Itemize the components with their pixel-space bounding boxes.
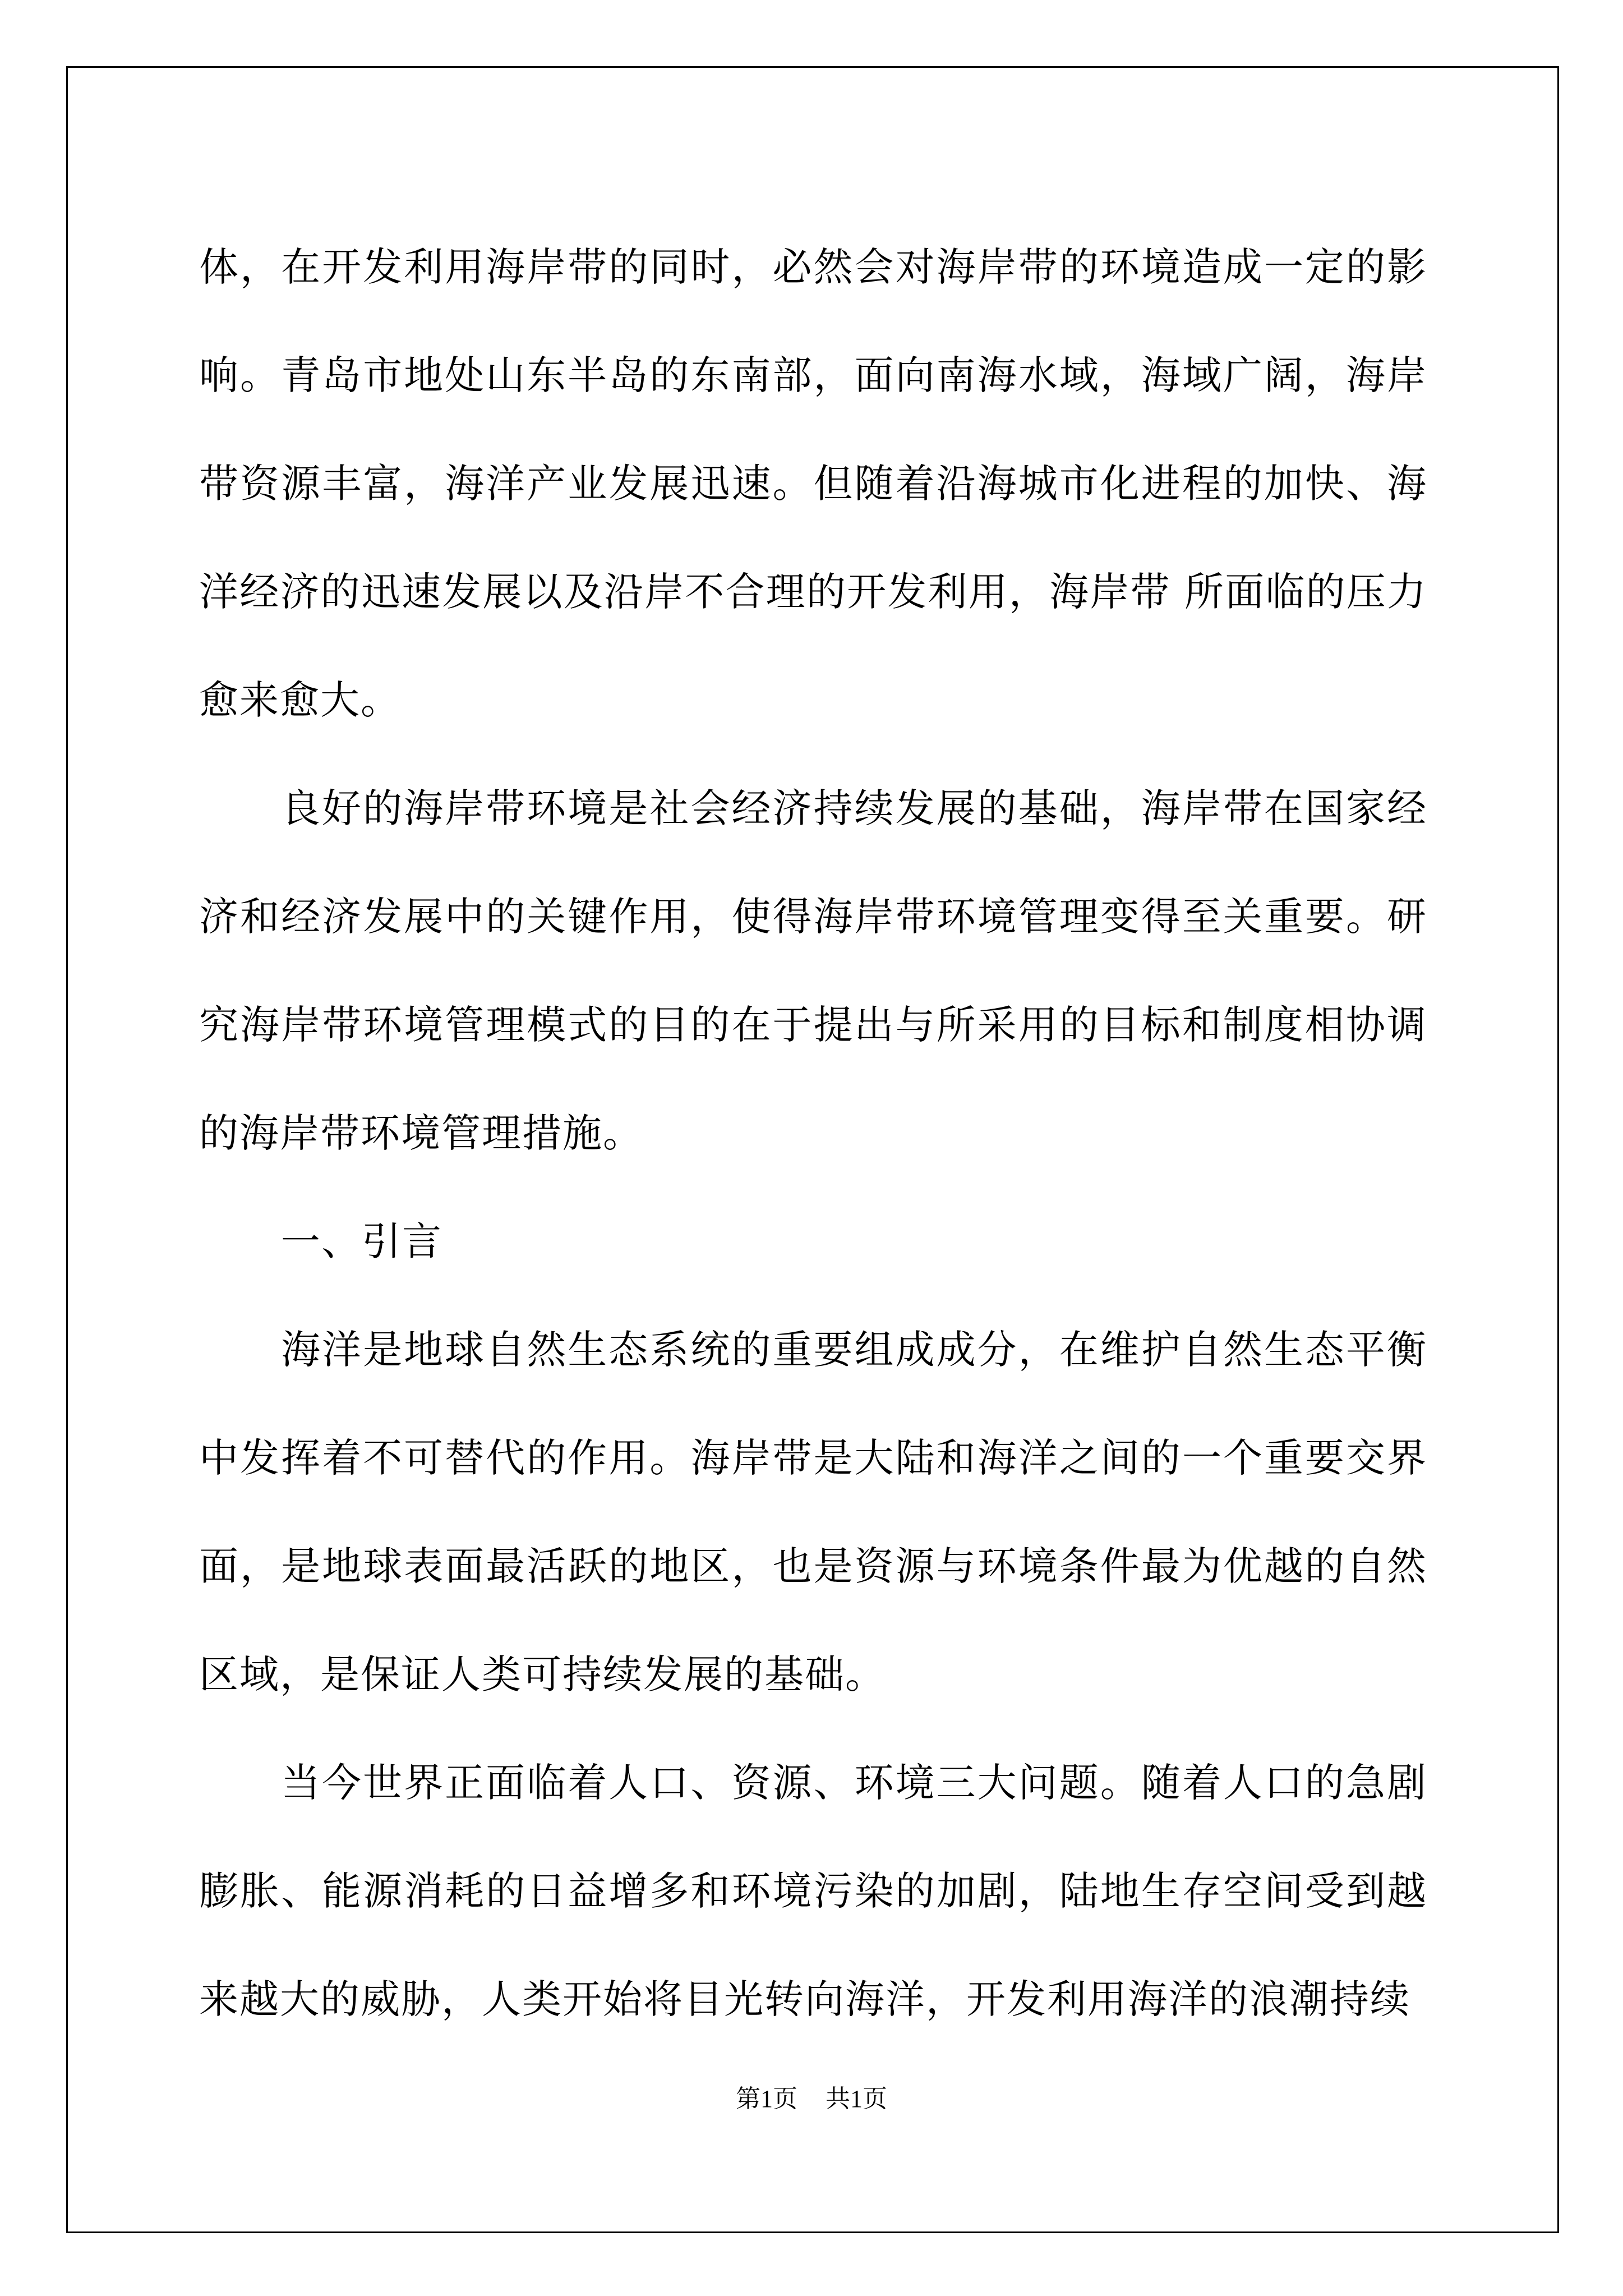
paragraph-ocean-ecosystem: 海洋是地球自然生态系统的重要组成成分，在维护自然生态平衡中发挥着不可替代的作用。海岸带是大陆和海洋之间的一个重要交界面，是地球表面最活跃的地区，也是资源与环境条件最为优越的自然区域，是保证人类可持续发展的基础。 [199,1327,1427,1697]
document-body [199,213,1427,2054]
page-number: 第1页 [736,2085,797,2113]
section-heading-introduction: 一、引言 [281,1218,442,1264]
paragraph-continuation: 体，在开发利用海岸带的同时，必然会对海岸带的环境造成一定的影响。青岛市地处山东半岛的东南部，面向南海水域，海域广阔，海岸带资源丰富，海洋产业发展迅速。但随着沿海城市化进程的加快、海洋经济的迅速发展以及沿岸不合理的开发利用，海岸带 所面临的压力愈来愈大。 [199,244,1427,723]
page-footer [0,2082,1623,2116]
page-total: 共1页 [826,2085,887,2113]
paragraph-coastal-environment: 良好的海岸带环境是社会经济持续发展的基础，海岸带在国家经济和经济发展中的关键作用，使得海岸带环境管理变得至关重要。研究海岸带环境管理模式的目的在于提出与所采用的目标和制度相协调的海岸带环境管理措施。 [199,785,1427,1156]
paragraph-world-problems: 当今世界正面临着人口、资源、环境三大问题。随着人口的急剧膨胀、能源消耗的日益增多和环境污染的加剧，陆地生存空间受到越来越大的威胁，人类开始将目光转向海洋，开发利用海洋的浪潮持续 [199,1760,1427,2022]
